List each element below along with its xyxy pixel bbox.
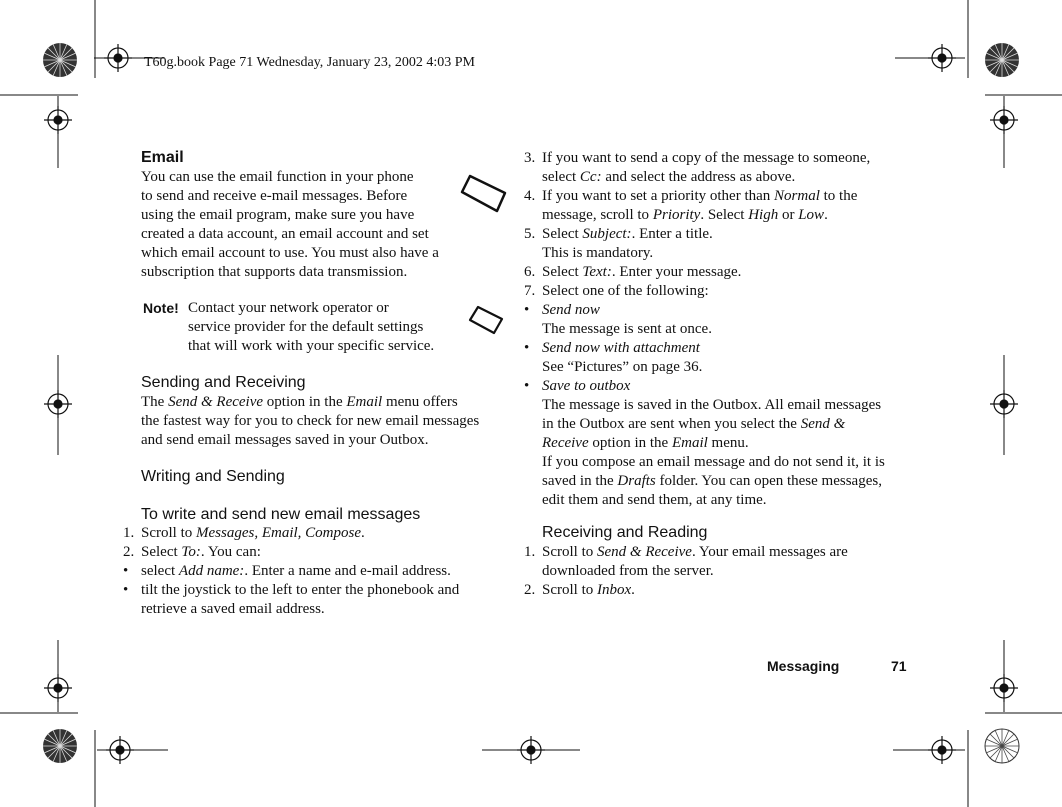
- starburst-target: [43, 729, 77, 763]
- text-line: that will work with your specific service.: [188, 338, 435, 354]
- note-phone-icon: [470, 307, 502, 333]
- note-text: [188, 299, 434, 356]
- receiving-steps: [524, 543, 848, 600]
- starburst-target: [43, 43, 77, 77]
- list-item: 3. If you want to send a copy of the message to someone,: [524, 150, 871, 166]
- registration-crosshair: [44, 390, 72, 418]
- text-line: which email account to use. You must also have a: [141, 245, 439, 261]
- footer-section-title: Messaging: [767, 658, 840, 674]
- list-item: 1. Scroll to Messages, Email, Compose.: [123, 525, 365, 541]
- option-item: • Send now: [524, 302, 600, 318]
- text-line: and send email messages saved in your Outbox.: [141, 432, 429, 448]
- registration-crosshair: [104, 44, 132, 72]
- text-line: edit them and send them, at any time.: [542, 492, 767, 508]
- text-line: the fastest way for you to check for new email messages: [141, 413, 480, 429]
- text-line: Contact your network operator or: [188, 300, 389, 316]
- starburst-target: [985, 729, 1019, 763]
- section-heading-sending-receiving: Sending and Receiving: [141, 374, 306, 391]
- text-line: See “Pictures” on page 36.: [542, 359, 703, 375]
- email-intro: [141, 168, 439, 282]
- text-line: The message is saved in the Outbox. All email messages: [542, 397, 882, 413]
- list-item: 1. Scroll to Send & Receive. Your email messages are: [524, 544, 848, 560]
- starburst-target: [985, 43, 1019, 77]
- note-label: Note!: [143, 300, 179, 316]
- registration-crosshair: [990, 106, 1018, 134]
- text-line: created a data account, an email account and set: [141, 226, 429, 242]
- text-line: using the email program, make sure you have: [141, 207, 415, 223]
- section-heading-receiving-reading: Receiving and Reading: [542, 524, 708, 541]
- book-info-line: T60g.book Page 71 Wednesday, January 23, 2002 4:03 PM: [144, 55, 475, 70]
- text-line: If you compose an email message and do not send it, it is: [542, 454, 885, 470]
- section-heading-email: Email: [141, 149, 184, 166]
- registration-crosshair: [990, 674, 1018, 702]
- text-line: downloaded from the server.: [542, 563, 714, 579]
- text-line: This is mandatory.: [542, 245, 654, 261]
- registration-crosshair: [44, 106, 72, 134]
- list-item: 7. Select one of the following:: [524, 283, 709, 299]
- text-line: select Cc: and select the address as above.: [542, 169, 796, 185]
- option-item: • Save to outbox: [524, 378, 631, 394]
- steps-list-continued: [524, 149, 885, 510]
- text-line: message, scroll to Priority. Select High or Low.: [542, 207, 828, 223]
- text-line: retrieve a saved email address.: [141, 601, 325, 617]
- list-item: 4. If you want to set a priority other than Normal to the: [524, 188, 858, 204]
- list-item: • tilt the joystick to the left to enter the phonebook and: [123, 582, 460, 598]
- section-heading-writing-sending: Writing and Sending: [141, 468, 285, 485]
- list-item: 6. Select Text:. Enter your message.: [524, 264, 742, 280]
- list-item: 2. Scroll to Inbox.: [524, 582, 635, 598]
- text-line: The message is sent at once.: [542, 321, 712, 337]
- text-line: You can use the email function in your phone: [141, 169, 414, 185]
- text-line: in the Outbox are sent when you select the Send &: [542, 416, 846, 432]
- list-item: • select Add name:. Enter a name and e-mail address.: [123, 563, 451, 579]
- text-line: to send and receive e-mail messages. Before: [141, 188, 408, 204]
- howto-heading: To write and send new email messages: [141, 506, 421, 523]
- registration-crosshair: [106, 736, 134, 764]
- phone-shorthand-icon: [462, 176, 505, 211]
- option-item: • Send now with attachment: [524, 340, 700, 356]
- registration-crosshair: [928, 44, 956, 72]
- registration-crosshair: [990, 390, 1018, 418]
- text-line: saved in the Drafts folder. You can open these messages,: [542, 473, 882, 489]
- list-item: 5. Select Subject:. Enter a title.: [524, 226, 713, 242]
- text-line: The Send & Receive option in the Email menu offers: [141, 394, 458, 410]
- sending-receiving-text: [141, 393, 479, 450]
- steps-list: [123, 524, 459, 619]
- page-number: 71: [891, 658, 907, 674]
- registration-crosshair: [44, 674, 72, 702]
- registration-crosshair: [928, 736, 956, 764]
- registration-crosshair: [517, 736, 545, 764]
- text-line: service provider for the default settings: [188, 319, 424, 335]
- list-item: 2. Select To:. You can:: [123, 544, 261, 560]
- text-line: Receive option in the Email menu.: [542, 435, 749, 451]
- text-line: subscription that supports data transmission.: [141, 264, 408, 280]
